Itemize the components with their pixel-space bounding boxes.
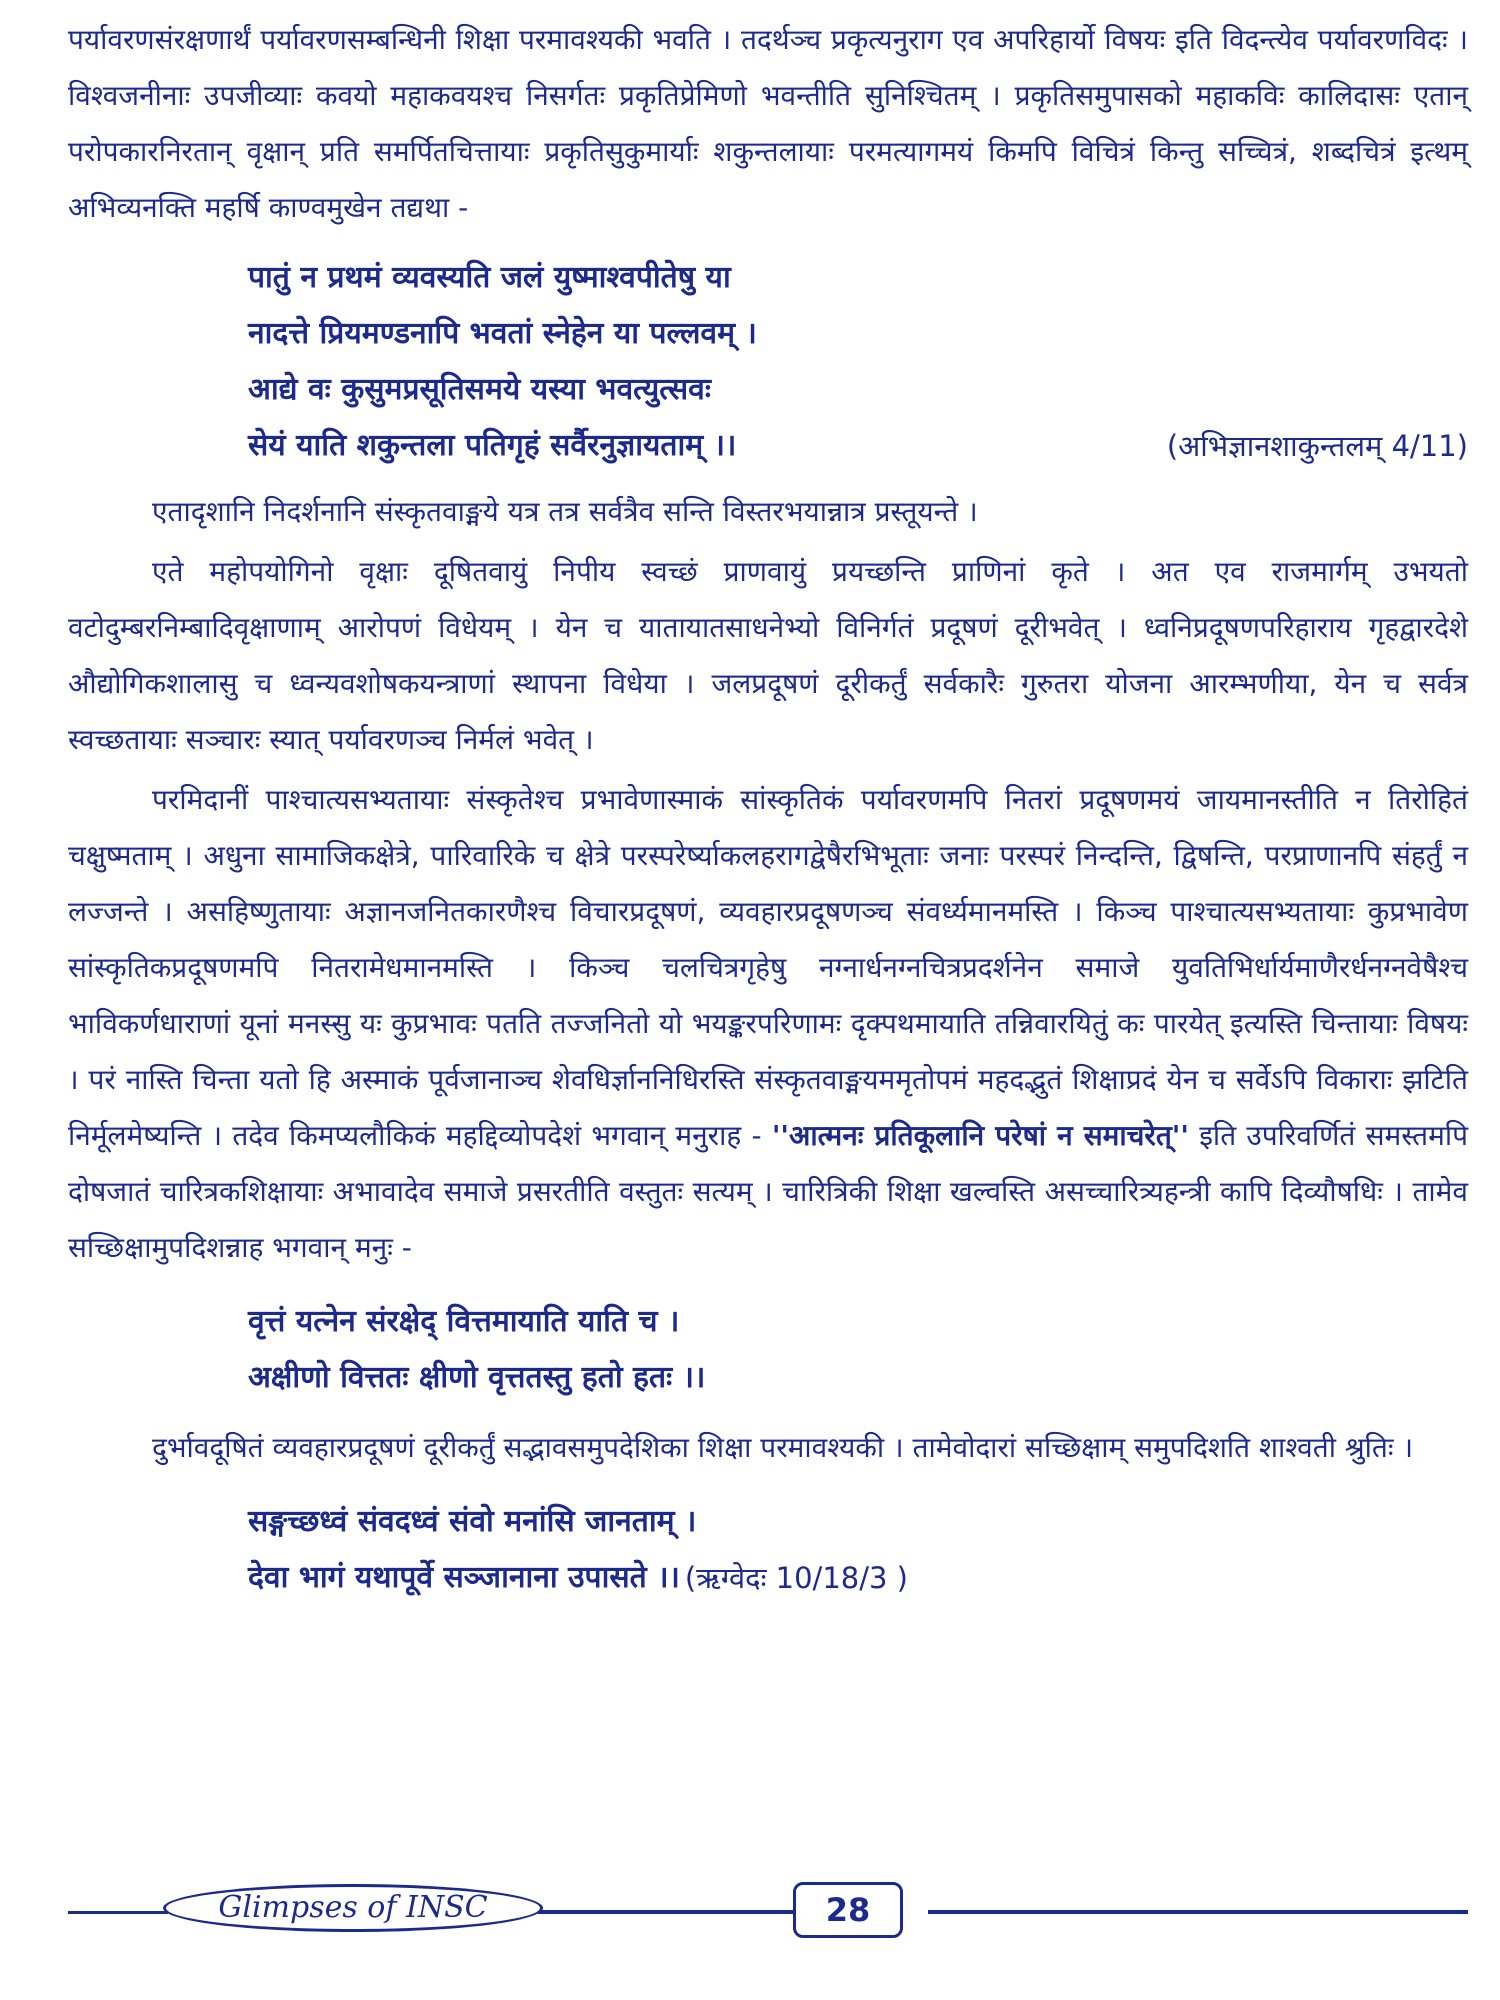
verse-shakuntalam	[68, 250, 1468, 474]
verse-source: (ऋग्वेदः 10/18/3 )	[684, 1561, 908, 1595]
manu-quote: ''आत्मनः प्रतिकूलानि परेषां न समाचरेत्''	[771, 1119, 1189, 1152]
document-page	[68, 12, 1468, 1620]
footer-rule	[68, 1911, 168, 1914]
paragraph-4	[68, 772, 1468, 1276]
footer-rule	[928, 1910, 1468, 1914]
page-number: 28	[793, 1882, 903, 1938]
paragraph-3: एते महोपयोगिनो वृक्षाः दूषितवायुं निपीय स्वच्छं प्राणवायुं प्रयच्छन्ति प्राणिनां कृते । अत एव राजमार्गम् उभयतो वटोदुम्बरनिम्बादिवृक्षाणाम् आरोपणं विधेयम् । येन च यातायातसाधनेभ्यो विनिर्गतं प्रदूषणं दूरीभवेत् । ध्वनिप्रदूषणपरिहाराय गृहद्वारदेशे औद्योगिकशालासु च ध्वन्यवशोषकयन्त्राणां स्थापना विधेया । जलप्रदूषणं दूरीकर्तुं सर्वकारैः गुरुतरा योजना आरम्भणीया, येन च सर्वत्र स्वच्छतायाः सञ्चारः स्यात् पर्यावरणञ्च निर्मलं भवेत् ।	[68, 555, 1468, 756]
paragraph-4-part-b: इति उपरिवर्णितं समस्तमपि दोषजातं चारित्रकशिक्षायाः अभावादेव समाजे प्रसरतीति वस्तुतः सत्यम् । चारित्रिकी शिक्षा खल्वस्ति असच्चारित्र्यहन्त्री कापि दिव्यौषधिः । तामेव सच्छिक्षामुपदिशन्नाह भगवान् मनुः -	[68, 1119, 1468, 1264]
verse-line: पातुं न प्रथमं व्यवस्यति जलं युष्माश्वपीतेषु या	[248, 260, 731, 295]
verse-line: देवा भागं यथापूर्वे सञ्जानाना उपासते ।।	[248, 1560, 680, 1595]
verse-source: (अभिज्ञानशाकुन्तलम् 4/11)	[1166, 429, 1468, 463]
paragraph-1: पर्यावरणसंरक्षणार्थं पर्यावरणसम्बन्धिनी शिक्षा परमावश्यकी भवति । तदर्थञ्च प्रकृत्यनुराग एव अपरिहार्यो विषयः इति विदन्त्येव पर्यावरणविदः । विश्वजनीनाः उपजीव्याः कवयो महाकवयश्च निसर्गतः प्रकृतिप्रेमिणो भवन्तीति सुनिश्चितम् । प्रकृतिसमुपासको महाकविः कालिदासः एतान् परोपकारनिरतान् वृक्षान् प्रति समर्पितचित्तायाः प्रकृतिसुकुमार्याः शकुन्तलायाः परमत्यागमयं किमपि विचित्रं किन्तु सच्चित्रं, शब्दचित्रं इत्थम् अभिव्यनक्ति महर्षि काण्वमुखेन तद्यथा -	[68, 23, 1468, 224]
verse-manu	[68, 1294, 1468, 1406]
footer-rule	[538, 1910, 798, 1914]
paragraph-5: दुर्भावदूषितं व्यवहारप्रदूषणं दूरीकर्तुं सद्भावसमुपदेशिका शिक्षा परमावश्यकी । तामेवोदारां सच्छिक्षाम् समुपदिशति शाश्वती श्रुतिः ।	[152, 1431, 1414, 1464]
paragraph-2: एतादृशानि निदर्शनानि संस्कृतवाङ्मये यत्र तत्र सर्वत्रैव सन्ति विस्तरभयान्नात्र प्रस्तूयन्ते ।	[152, 495, 978, 528]
verse-line: सङ्गच्छध्वं संवदध्वं संवो मनांसि जानताम् ।	[248, 1504, 697, 1539]
journal-badge: Glimpses of INSC	[163, 1884, 543, 1932]
verse-line: नादत्ते प्रियमण्डनापि भवतां स्नेहेन या पल्लवम् ।	[248, 316, 757, 351]
verse-line: वृत्तं यत्नेन संरक्षेद् वित्तमायाति याति च ।	[248, 1304, 680, 1339]
verse-line: अक्षीणो वित्ततः क्षीणो वृत्ततस्तु हतो हतः ।।	[248, 1360, 706, 1395]
verse-line: आद्ये वः कुसुमप्रसूतिसमये यस्या भवत्युत्सवः	[248, 372, 711, 407]
verse-rigveda	[68, 1494, 1468, 1606]
paragraph-4-part-a: परमिदानीं पाश्चात्यसभ्यतायाः संस्कृतेश्च प्रभावेणास्माकं सांस्कृतिकं पर्यावरणमपि नितरां प्रदूषणमयं जायमानस्तीति न तिरोहितं चक्षुष्मताम् । अधुना सामाजिकक्षेत्रे, पारिवारिके च क्षेत्रे परस्परेर्ष्याकलहरागद्वेषैरभिभूताः जनाः परस्परं निन्दन्ति, द्विषन्ति, परप्राणानपि संहर्तुं न लज्जन्ते । असहिष्णुतायाः अज्ञानजनितकारणैश्च विचारप्रदूषणं, व्यवहारप्रदूषणञ्च संवर्ध्यमानमस्ति । किञ्च पाश्चात्यसभ्यतायाः कुप्रभावेण सांस्कृतिकप्रदूषणमपि नितरामेधमानमस्ति । किञ्च चलचित्रगृहेषु नग्नार्धनग्नचित्रप्रदर्शनेन समाजे युवतिभिर्धार्यमाणैरर्धनग्नवेषैश्च भाविकर्णधाराणां यूनां मनस्सु यः कुप्रभावः पतति तज्जनितो यो भयङ्करपरिणामः दृक्पथमायाति तन्निवारयितुं कः पारयेत् इत्यस्ति चिन्तायाः विषयः । परं नास्ति चिन्ता यतो हि अस्माकं पूर्वजानाञ्च शेवधिर्ज्ञाननिधिरस्ति संस्कृतवाङ्मयममृतोपमं महदद्भुतं शिक्षाप्रदं येन च सर्वेऽपि विकाराः झटिति निर्मूलमेष्यन्ति । तदेव किमप्यलौकिकं महद्दिव्योपदेशं भगवान् मनुराह -	[68, 783, 1468, 1152]
page-footer	[68, 1882, 1468, 1938]
verse-line: सेयं याति शकुन्तला पतिगृहं सर्वैरनुज्ञायताम् ।।	[248, 428, 737, 463]
